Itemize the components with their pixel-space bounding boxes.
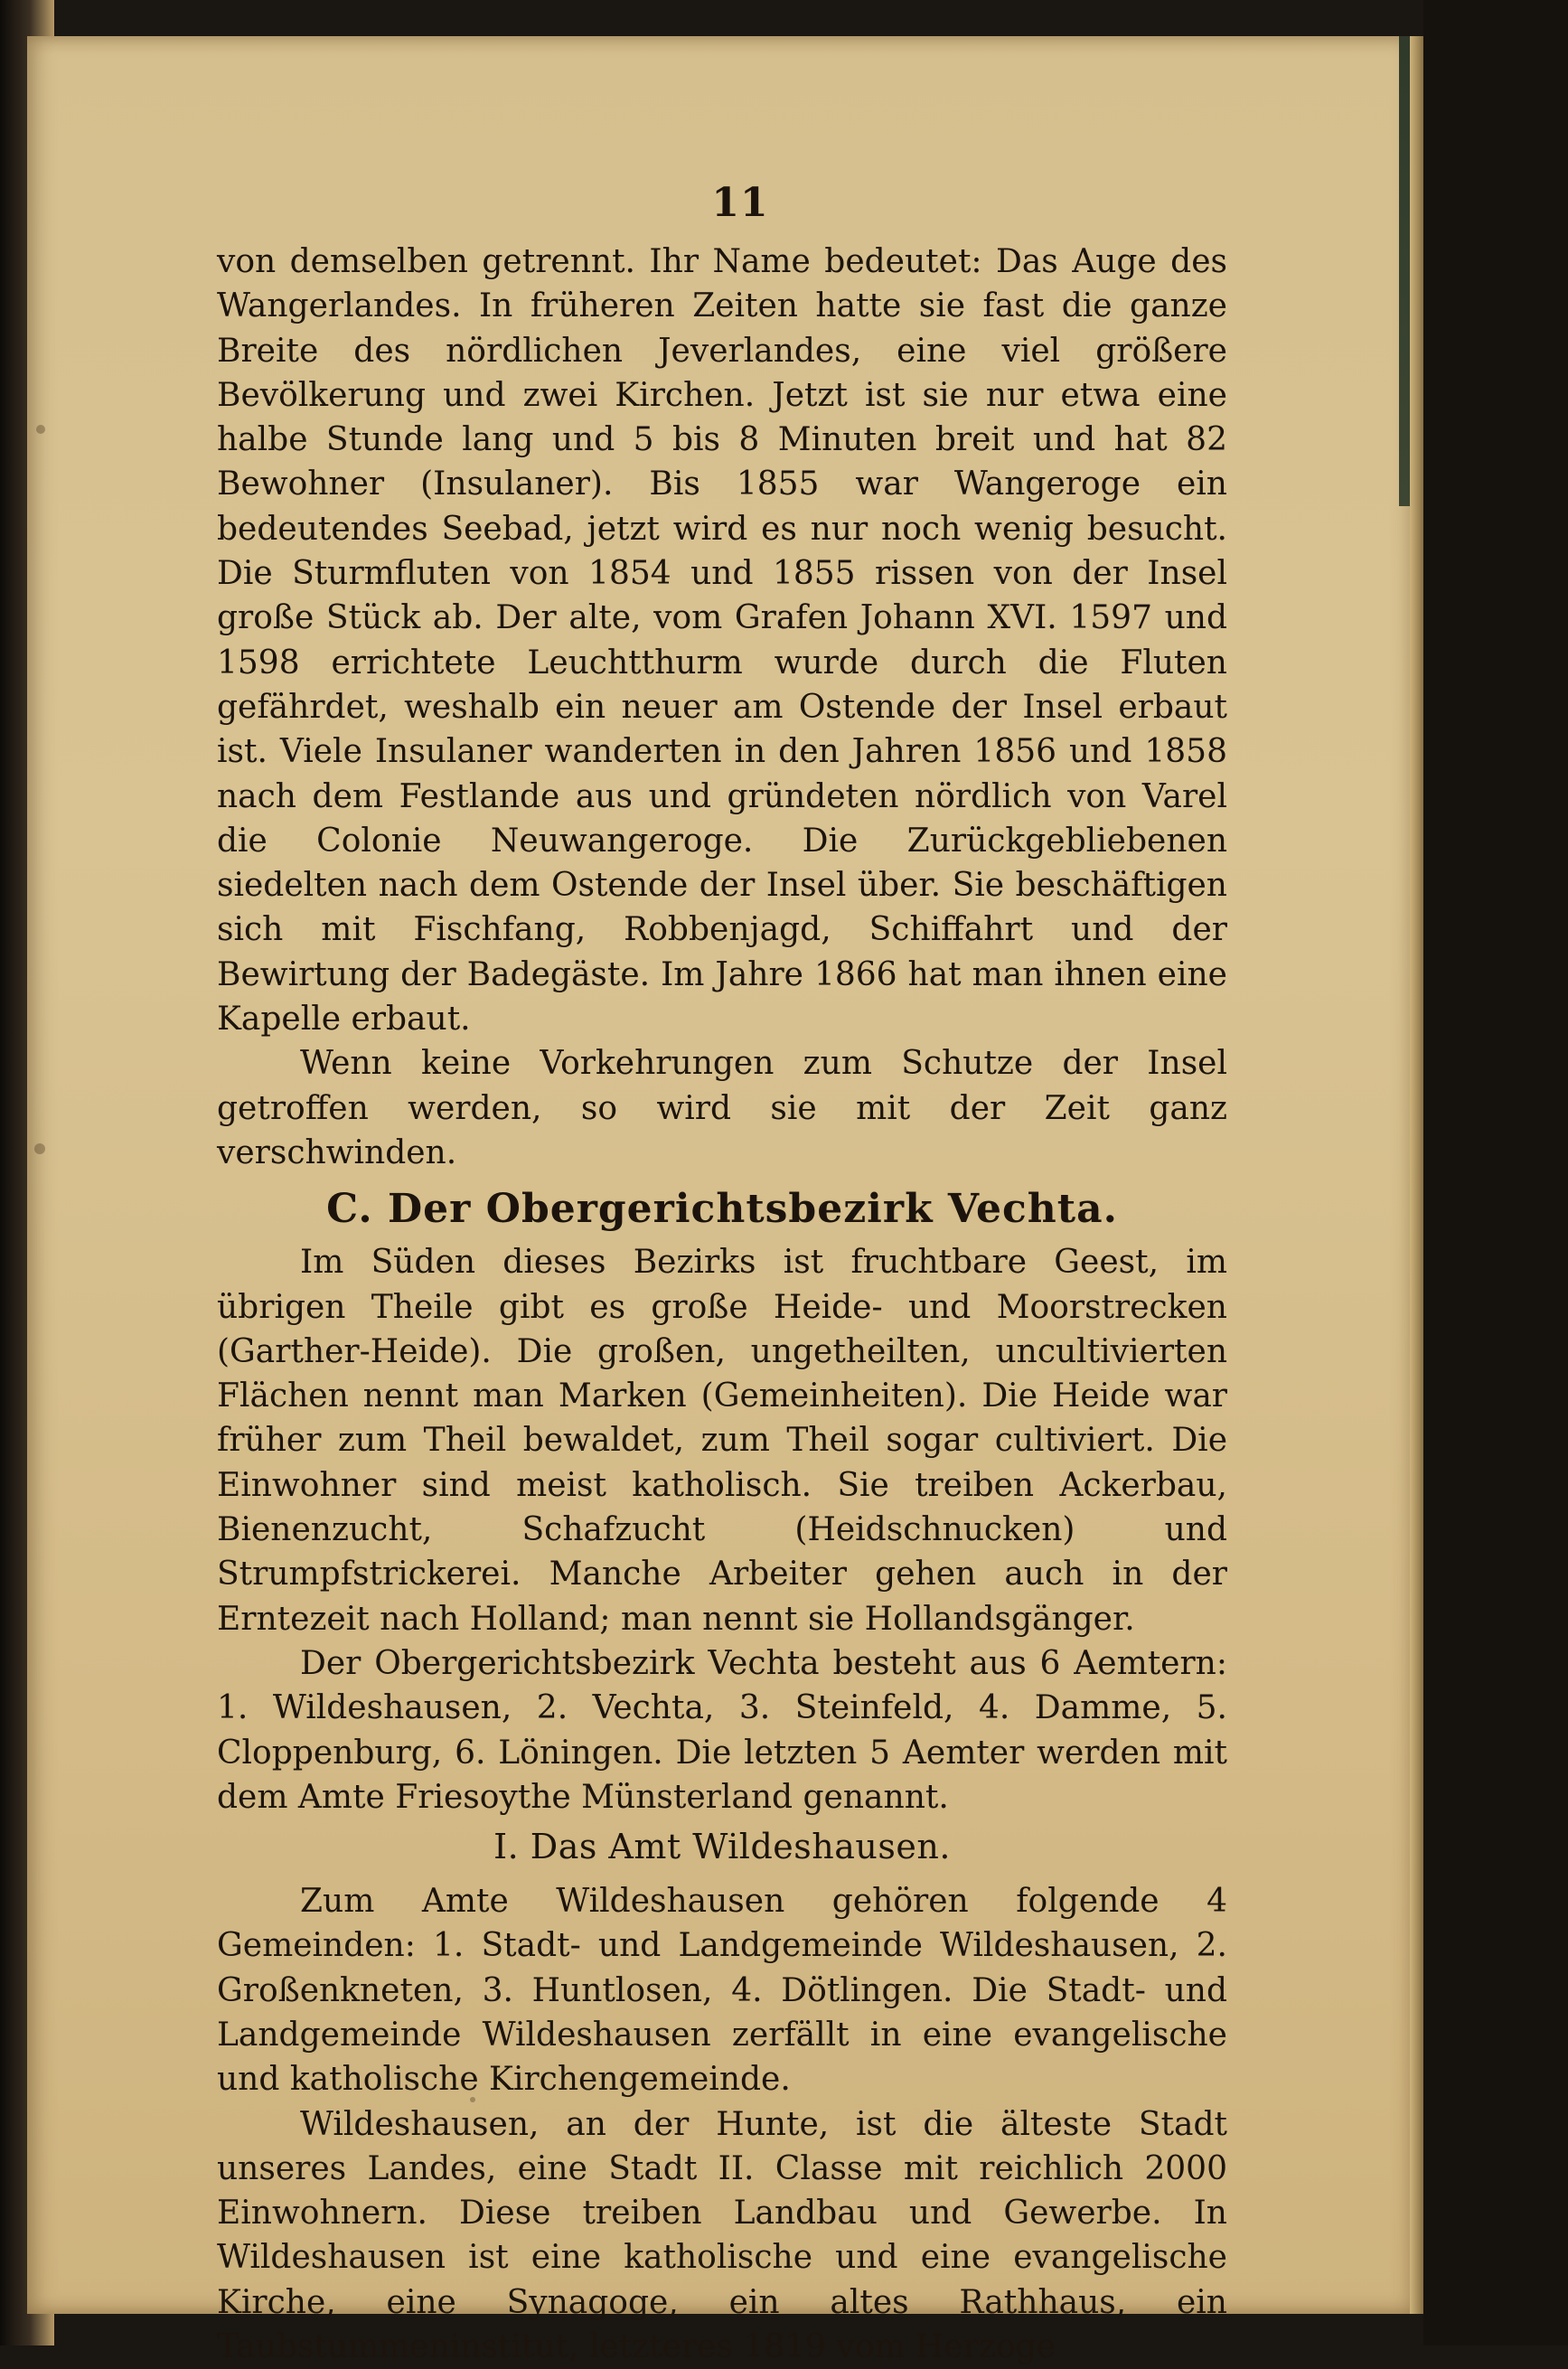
paper-speck xyxy=(36,425,45,434)
page-number: 11 xyxy=(711,180,769,226)
paper-speck xyxy=(34,1143,45,1154)
book-cover-background xyxy=(1423,0,1568,2345)
body-paragraph: von demselben getrennt. Ihr Name bedeutet: Das Auge des Wangerlandes. In früheren Zeiten hatte sie fast die ganze Breite des nördlichen Jeverlandes, eine viel größere Bevölkerung und zwei Kirchen. Jetzt ist sie nur etwa eine halbe Stunde lang und 5 bis 8 Minuten breit und hat 82 Bewohner (Insulaner). Bis 1855 war Wangeroge ein bedeutendes Seebad, jetzt wird es nur noch wenig besucht. Die Sturmfluten von 1854 und 1855 rissen von der Insel große Stück ab. Der alte, vom Grafen Johann XVI. 1597 und 1598 errichtete Leuchtthurm wurde durch die Fluten gefährdet, weshalb ein neuer am Ostende der Insel erbaut ist. Viele Insulaner wanderten in den Jahren 1856 und 1858 nach dem Festlande aus und gründeten nördlich von Varel die Colonie Neuwangeroge. Die Zurückgebliebenen siedelten nach dem Ostende der Insel über. Sie beschäftigen sich mit Fischfang, Robbenjagd, Schiffahrt und der Bewirtung der Badegäste. Im Jahre 1866 hat man ihnen eine Kapelle erbaut. xyxy=(217,243,1227,1039)
body-paragraph: Der Obergerichtsbezirk Vechta besteht aus 6 Aemtern: 1. Wildeshausen, 2. Vechta, 3. Steinfeld, 4. Damme, 5. Cloppenburg, 6. Löningen. Die letzten 5 Aemter werden mit dem Amte Friesoythe Münsterland genannt. xyxy=(217,1644,1227,1816)
body-paragraph: Wildeshausen, an der Hunte, ist die älteste Stadt unseres Landes, eine Stadt II. Classe mit reichlich 2000 Einwohnern. Diese treiben Landbau und Gewerbe. In Wildeshausen ist eine katholische und eine evangelische Kirche, eine Synagoge, ein altes Rathhaus, ein Taubstummeninstitut, letzteres 1819 vom Herzoge xyxy=(217,2105,1227,2366)
body-paragraph: Wenn keine Vorkehrungen zum Schutze der Insel getroffen werden, so wird sie mit der Zeit ganz verschwinden. xyxy=(217,1045,1227,1171)
body-paragraph: Im Süden dieses Bezirks ist fruchtbare Geest, im übrigen Theile gibt es große Heide- und Moorstrecken (Garther-Heide). Die großen, ungetheilten, uncultivierten Flächen nennt man Marken (Gemeinheiten). Die Heide war früher zum Theil bewaldet, zum Theil sogar cultiviert. Die Einwohner sind meist katholisch. Sie treiben Ackerbau, Bienenzucht, Schafzucht (Heidschnucken) und Strumpfstrickerei. Manche Arbeiter gehen auch in der Erntezeit nach Holland; man nennt sie Hollandsgänger. xyxy=(217,1244,1227,1638)
body-paragraph: Zum Amte Wildeshausen gehören folgende 4 Gemeinden: 1. Stadt- und Landgemeinde Wildeshausen, 2. Großenkneten, 3. Huntlosen, 4. Dötlingen. Die Stadt- und Landgemeinde Wildeshausen zerfällt in eine evangelische und katholische Kirchengemeinde. xyxy=(217,1883,1227,2099)
subsection-heading: I. Das Amt Wildeshausen. xyxy=(493,1827,951,1867)
text-column xyxy=(217,167,1227,2369)
section-heading: C. Der Obergerichtsbezirk Vechta. xyxy=(326,1186,1118,1233)
